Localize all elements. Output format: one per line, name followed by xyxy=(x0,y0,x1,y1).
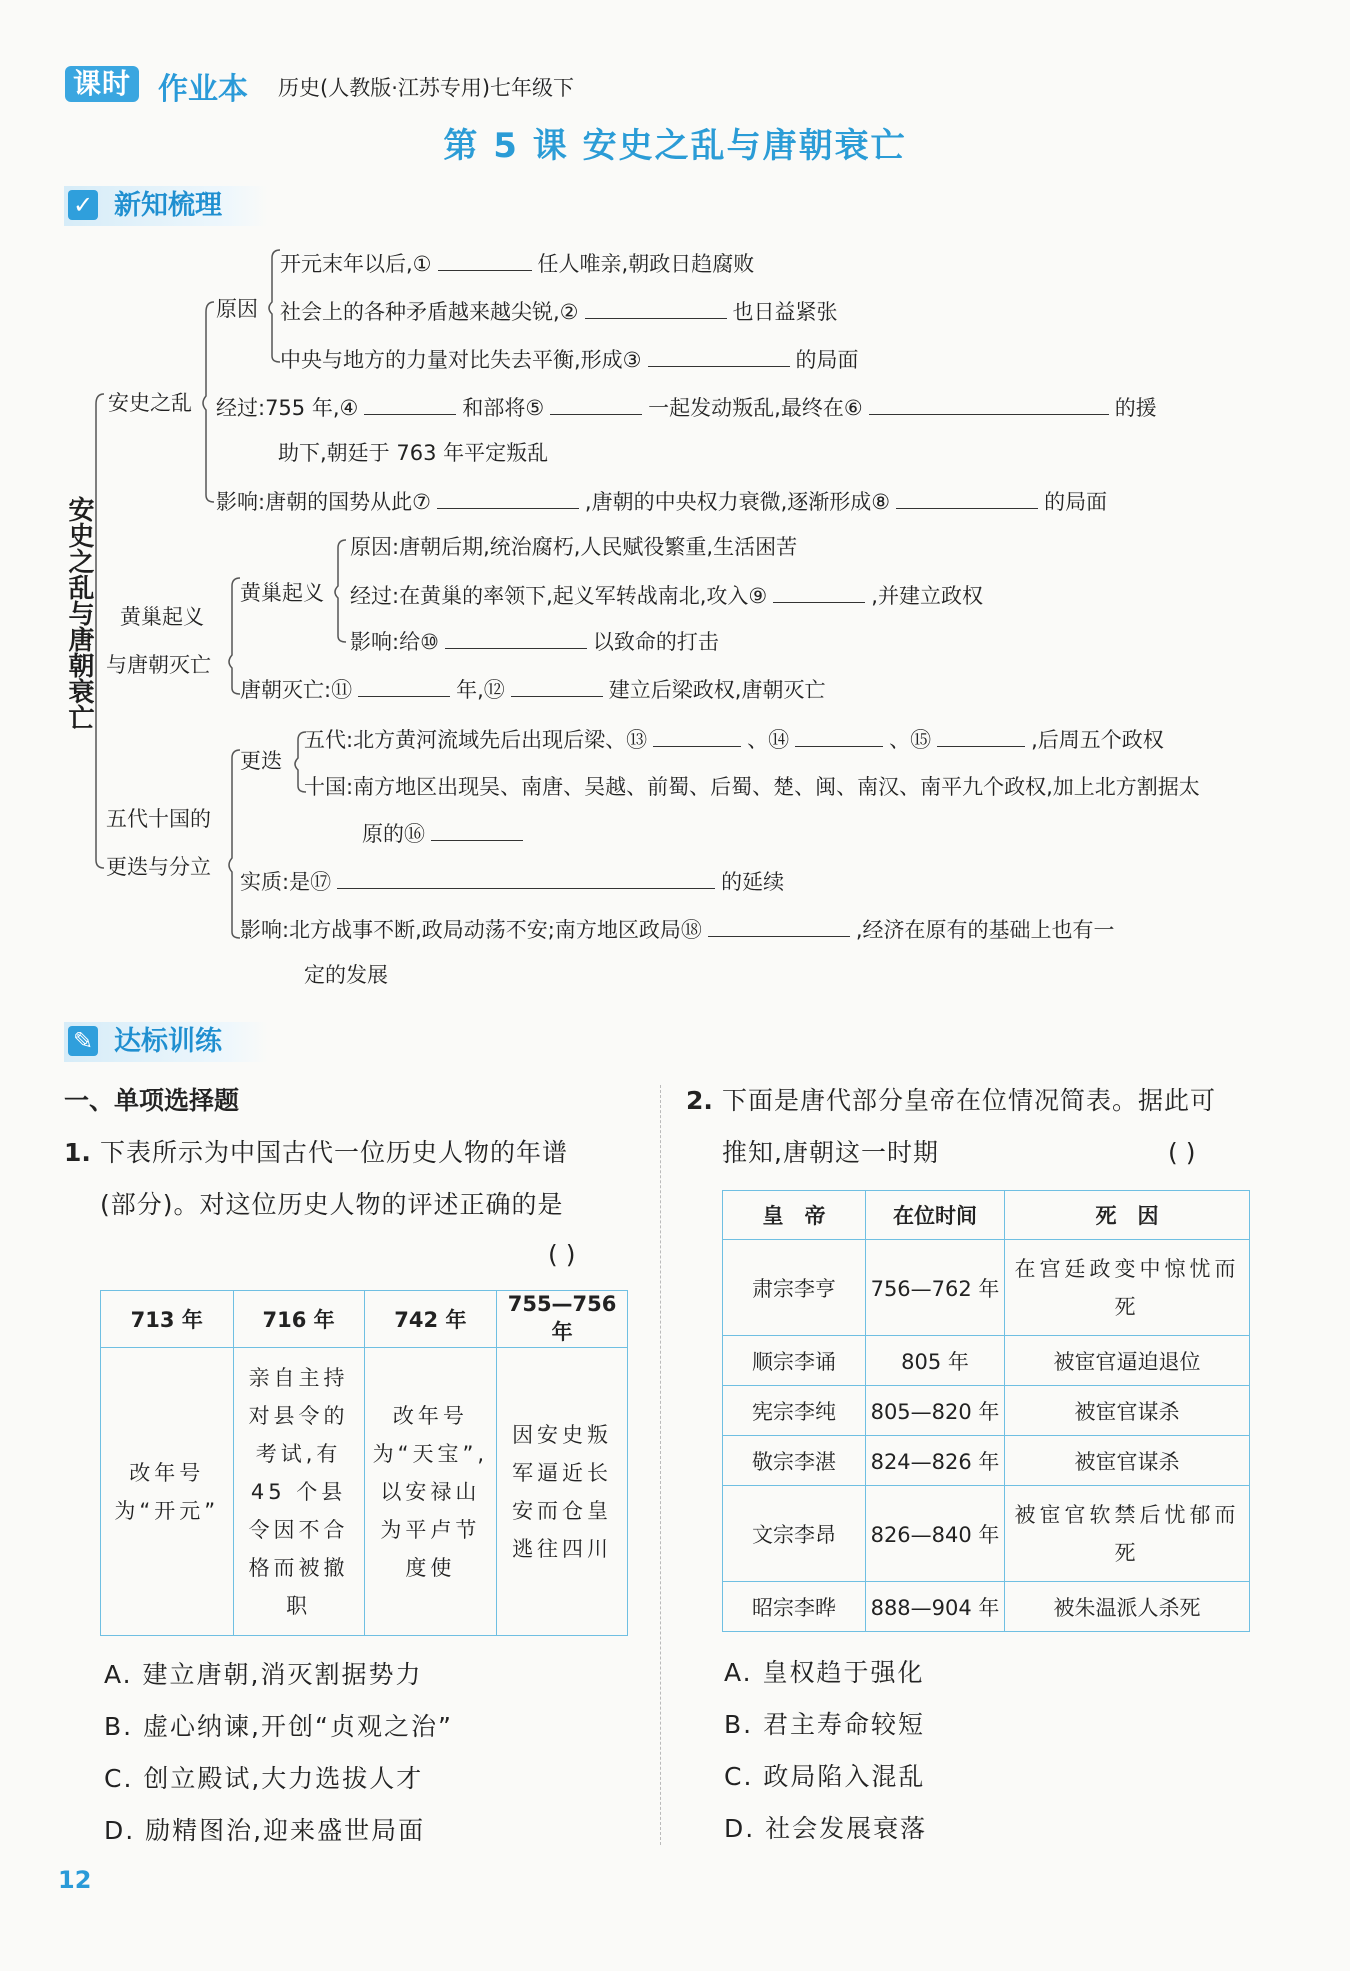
q2-cell: 被朱温派人杀死 xyxy=(1005,1582,1250,1632)
blank-18[interactable] xyxy=(708,916,850,937)
anshi-process-cont: 助下,朝廷于 763 年平定叛乱 xyxy=(278,441,549,465)
essence-line: 实质:是⑰ 的延续 xyxy=(240,870,785,894)
branch-wudai-1: 五代十国的 xyxy=(106,807,211,831)
q2-option-d[interactable]: D. 社会发展衰落 xyxy=(724,1814,928,1843)
anshi-cause-label: 原因 xyxy=(216,297,258,321)
shiguo-line: 十国:南方地区出现吴、南唐、吴越、前蜀、后蜀、楚、闽、南汉、南平九个政权,加上北方割据太 xyxy=(304,775,1200,799)
blank-1[interactable] xyxy=(438,250,532,271)
q1-header: 742 年 xyxy=(364,1291,497,1348)
q2-cell: 敬宗李湛 xyxy=(723,1436,866,1486)
mindmap-root: 安史之乱与唐朝衰亡 xyxy=(64,496,94,730)
section-practice xyxy=(64,1022,268,1062)
q2-stem-1: 下面是唐代部分皇帝在位情况简表。据此可 xyxy=(722,1086,1217,1115)
brand-logo: 课时 xyxy=(65,66,139,102)
q2-option-b[interactable]: B. 君主寿命较短 xyxy=(724,1710,926,1739)
q2-cell: 756—762 年 xyxy=(866,1240,1005,1336)
wudai-line: 五代:北方黄河流域先后出现后梁、⑬ 、⑭ 、⑮ ,后周五个政权 xyxy=(304,728,1164,752)
blank-7[interactable] xyxy=(437,488,579,509)
blank-4[interactable] xyxy=(364,394,456,415)
blank-14[interactable] xyxy=(795,726,883,747)
q1-cell: 亲自主持对县令的考试,有 45 个县令因不合格而被撤职 xyxy=(233,1348,364,1636)
brace-huangchao xyxy=(229,578,240,694)
q2-cell: 被宦官谋杀 xyxy=(1005,1436,1250,1486)
q1-number: 1. xyxy=(64,1138,91,1167)
q1-cell: 因安史叛军逼近长安而仓皇逃往四川 xyxy=(497,1348,628,1636)
q2-cell: 被宦官软禁后忧郁而死 xyxy=(1005,1486,1250,1582)
question-type: 一、单项选择题 xyxy=(64,1086,240,1115)
lesson-title: 第 5 课 安史之乱与唐朝衰亡 xyxy=(443,126,907,166)
influence-line-cont: 定的发展 xyxy=(304,963,388,987)
anshi-effect: 影响:唐朝的国势从此⑦ ,唐朝的中央权力衰微,逐渐形成⑧ 的局面 xyxy=(216,490,1108,514)
q2-cell: 888—904 年 xyxy=(866,1582,1005,1632)
huangchao-cause: 原因:唐朝后期,统治腐朽,人民赋役繁重,生活困苦 xyxy=(350,535,798,559)
blank-11[interactable] xyxy=(358,676,450,697)
section-title: 达标训练 xyxy=(114,1026,222,1057)
shiguo-line-cont: 原的⑯ xyxy=(362,820,529,847)
column-divider xyxy=(660,1085,661,1845)
q2-header: 皇 帝 xyxy=(723,1191,866,1240)
blank-6[interactable] xyxy=(869,394,1109,415)
q2-stem-2: 推知,唐朝这一时期 xyxy=(722,1138,939,1167)
q2-cell: 被宦官逼迫退位 xyxy=(1005,1336,1250,1386)
q2-option-a[interactable]: A. 皇权趋于强化 xyxy=(724,1658,925,1687)
section-title: 新知梳理 xyxy=(114,190,222,221)
page-number: 12 xyxy=(58,1866,92,1894)
q2-table xyxy=(722,1190,1250,1632)
q1-table xyxy=(100,1290,628,1636)
blank-15[interactable] xyxy=(937,726,1025,747)
q2-cell: 824—826 年 xyxy=(866,1436,1005,1486)
blank-3[interactable] xyxy=(648,346,790,367)
cause-line-1: 开元末年以后,① 任人唯亲,朝政日趋腐败 xyxy=(280,252,755,276)
brace-anshi xyxy=(203,302,214,502)
q2-cell: 805—820 年 xyxy=(866,1386,1005,1436)
branch-wudai-2: 更迭与分立 xyxy=(106,855,211,879)
q1-stem-1: 下表所示为中国古代一位历史人物的年谱 xyxy=(100,1138,569,1167)
blank-16[interactable] xyxy=(431,820,523,841)
blank-9[interactable] xyxy=(773,582,865,603)
q2-cell: 宪宗李纯 xyxy=(723,1386,866,1436)
checkbox-icon: ✓ xyxy=(68,190,98,220)
gengdie-label: 更迭 xyxy=(240,749,282,773)
blank-10[interactable] xyxy=(445,628,587,649)
huangchao-effect: 影响:给⑩ 以致命的打击 xyxy=(350,630,719,654)
q1-header: 716 年 xyxy=(233,1291,364,1348)
blank-17[interactable] xyxy=(337,868,715,889)
q1-option-b[interactable]: B. 虚心纳谏,开创“贞观之治” xyxy=(104,1712,453,1741)
pencil-icon: ✎ xyxy=(68,1026,98,1056)
blank-12[interactable] xyxy=(511,676,603,697)
q2-cell: 805 年 xyxy=(866,1336,1005,1386)
tang-fall: 唐朝灭亡:⑪ 年,⑫ 建立后梁政权,唐朝灭亡 xyxy=(240,678,826,702)
brace-wudai xyxy=(229,750,240,938)
q1-option-a[interactable]: A. 建立唐朝,消灭割据势力 xyxy=(104,1660,423,1689)
q2-header: 在位时间 xyxy=(866,1191,1005,1240)
q1-answer-paren[interactable]: ( ) xyxy=(548,1240,576,1269)
q2-cell: 826—840 年 xyxy=(866,1486,1005,1582)
cause-line-3: 中央与地方的力量对比失去平衡,形成③ 的局面 xyxy=(280,348,859,372)
q1-option-d[interactable]: D. 励精图治,迎来盛世局面 xyxy=(104,1816,426,1845)
q2-header: 死 因 xyxy=(1005,1191,1250,1240)
huangchao-label: 黄巢起义 xyxy=(240,581,324,605)
huangchao-process: 经过:在黄巢的率领下,起义军转战南北,攻入⑨ ,并建立政权 xyxy=(350,584,983,608)
book-title: 历史(人教版·江苏专用)七年级下 xyxy=(278,76,575,100)
blank-2[interactable] xyxy=(585,298,727,319)
q2-option-c[interactable]: C. 政局陷入混乱 xyxy=(724,1762,926,1791)
root-brace xyxy=(96,394,104,868)
influence-line: 影响:北方战事不断,政局动荡不安;南方地区政局⑱ ,经济在原有的基础上也有一 xyxy=(240,918,1115,942)
q1-header: 755—756 年 xyxy=(497,1291,628,1348)
q2-cell: 在宫廷政变中惊忧而死 xyxy=(1005,1240,1250,1336)
q2-cell: 顺宗李诵 xyxy=(723,1336,866,1386)
q2-number: 2. xyxy=(686,1086,713,1115)
blank-8[interactable] xyxy=(896,488,1038,509)
q2-cell: 文宗李昂 xyxy=(723,1486,866,1582)
q1-stem-2: (部分)。对这位历史人物的评述正确的是 xyxy=(100,1190,564,1219)
branch-huangchao-2: 与唐朝灭亡 xyxy=(106,653,211,677)
branch-huangchao-1: 黄巢起义 xyxy=(120,605,204,629)
brace-cause xyxy=(269,250,280,362)
blank-5[interactable] xyxy=(550,394,642,415)
anshi-process: 经过:755 年,④ 和部将⑤ 一起发动叛乱,最终在⑥ 的援 xyxy=(216,396,1157,420)
q1-header: 713 年 xyxy=(101,1291,234,1348)
q1-option-c[interactable]: C. 创立殿试,大力选拔人才 xyxy=(104,1764,424,1793)
branch-anshi: 安史之乱 xyxy=(108,391,192,415)
blank-13[interactable] xyxy=(653,726,741,747)
q1-cell: 改年号为“开元” xyxy=(101,1348,234,1636)
q2-answer-paren[interactable]: ( ) xyxy=(1168,1138,1196,1167)
q2-cell: 肃宗李亨 xyxy=(723,1240,866,1336)
cause-line-2: 社会上的各种矛盾越来越尖锐,② 也日益紧张 xyxy=(280,300,838,324)
q2-cell: 昭宗李晔 xyxy=(723,1582,866,1632)
brand-name: 作业本 xyxy=(158,72,248,107)
q2-cell: 被宦官谋杀 xyxy=(1005,1386,1250,1436)
brace-hc-inner xyxy=(335,540,346,642)
q1-cell: 改年号为“天宝”,以安禄山为平卢节度使 xyxy=(364,1348,497,1636)
